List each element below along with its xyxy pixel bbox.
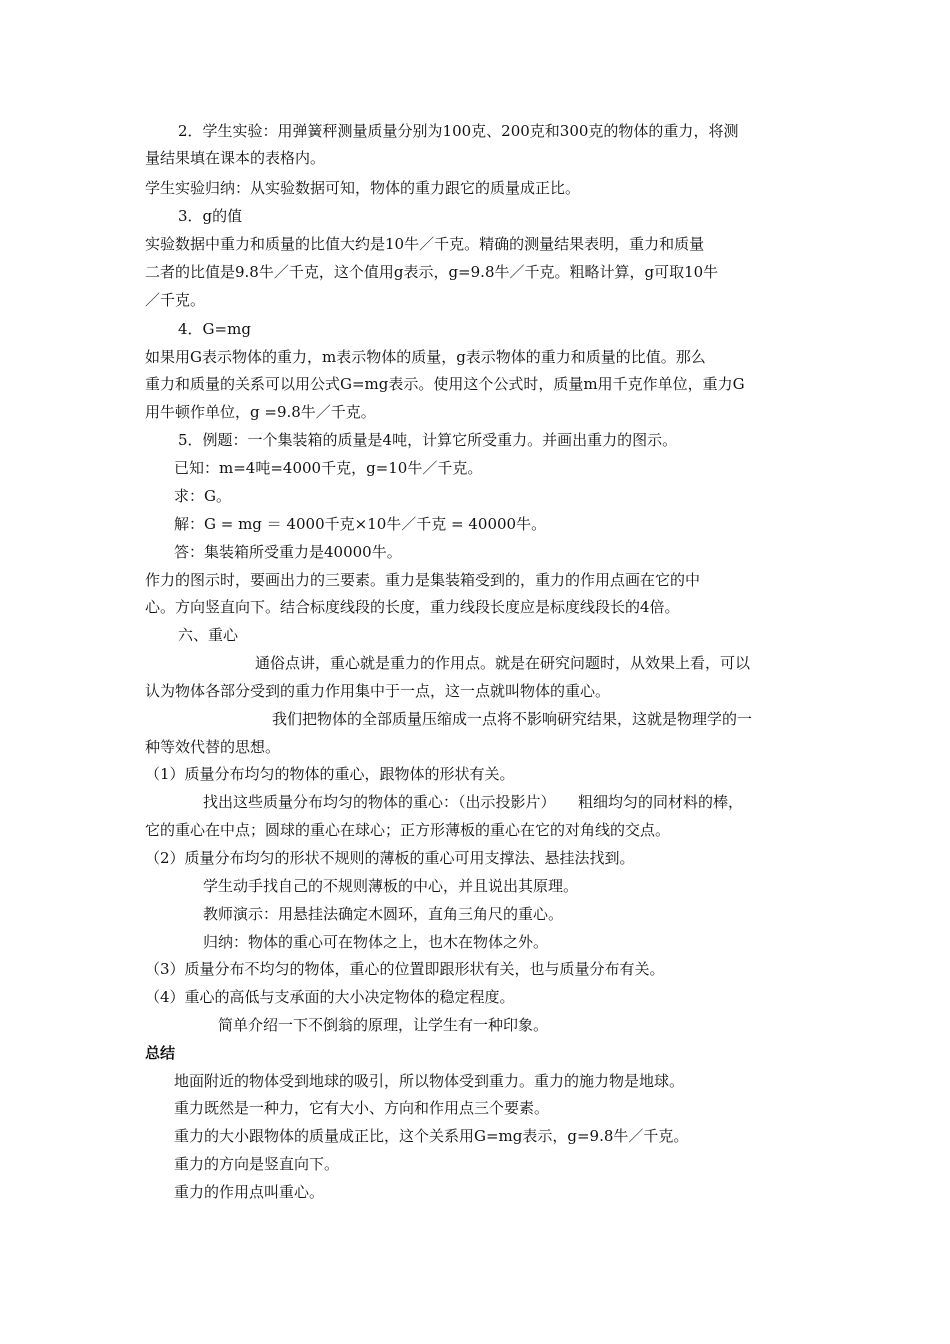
text-line: 重力和质量的关系可以用公式G=mg表示。使用这个公式时，质量m用千克作单位，重力G [145, 375, 745, 393]
text-line: 地面附近的物体受到地球的吸引，所以物体受到重力。重力的施力物是地球。 [174, 1072, 685, 1090]
text-line: 二者的比值是9.8牛／千克，这个值用g表示，g=9.8牛／千克。粗略计算，g可取10牛 [145, 263, 719, 281]
text-line: 学生实验归纳：从实验数据可知，物体的重力跟它的质量成正比。 [145, 179, 581, 197]
section-heading: 六、重心 [178, 626, 239, 644]
list-item: （2）质量分布均匀的形状不规则的薄板的重心可用支撑法、悬挂法找到。 [145, 849, 635, 867]
text-line: 我们把物体的全部质量压缩成一点将不影响研究结果，这就是物理学的一 [272, 710, 753, 728]
list-item: （3）质量分布不均匀的物体，重心的位置即跟形状有关，也与质量分布有关。 [145, 960, 665, 978]
list-item: （4）重心的高低与支承面的大小决定物体的稳定程度。 [145, 988, 515, 1006]
summary-heading: 总结 [145, 1044, 176, 1062]
text-line: 它的重心在中点；圆球的重心在球心；正方形薄板的重心在它的对角线的交点。 [145, 821, 671, 839]
text-line: 量结果填在课本的表格内。 [145, 149, 326, 167]
text-line: 求：G。 [174, 487, 231, 505]
section-heading: 5．例题：一个集装箱的质量是4吨，计算它所受重力。并画出重力的图示。 [178, 431, 678, 449]
text-line: 重力的大小跟物体的质量成正比，这个关系用G=mg表示，g=9.8牛／千克。 [174, 1127, 689, 1145]
text-line: 教师演示：用悬挂法确定木圆环，直角三角尺的重心。 [203, 905, 564, 923]
text-line: 通俗点讲，重心就是重力的作用点。就是在研究问题时，从效果上看，可以 [255, 654, 751, 672]
text-line: 用牛顿作单位，g =9.8牛／千克。 [145, 403, 376, 421]
list-item: （1）质量分布均匀的物体的重心，跟物体的形状有关。 [145, 765, 515, 783]
text-line: 重力的作用点叫重心。 [174, 1183, 325, 1201]
text-line: 已知：m=4吨=4000千克，g=10牛／千克。 [174, 459, 483, 477]
text-line: 2．学生实验：用弹簧秤测量质量分别为100克、200克和300克的物体的重力，将测 [178, 122, 739, 140]
text-line: ／千克。 [145, 291, 206, 309]
text-line: 答：集装箱所受重力是40000牛。 [174, 543, 402, 561]
text-line: 简单介绍一下不倒翁的原理，让学生有一种印象。 [218, 1016, 549, 1034]
text-line: 实验数据中重力和质量的比值大约是10牛／千克。精确的测量结果表明，重力和质量 [145, 235, 705, 253]
text-line: 学生动手找自己的不规则薄板的中心，并且说出其原理。 [203, 877, 579, 895]
text-line: 重力的方向是竖直向下。 [174, 1155, 340, 1173]
text-line: 认为物体各部分受到的重力作用集中于一点，这一点就叫物体的重心。 [145, 682, 611, 700]
text-line: 如果用G表示物体的重力，m表示物体的质量，g表示物体的重力和质量的比值。那么 [145, 348, 706, 366]
text-line: 种等效代替的思想。 [145, 738, 281, 756]
section-heading: 4．G=mg [178, 320, 251, 338]
text-line: 解：G = mg ＝ 4000千克×10牛／千克 = 40000牛。 [174, 515, 547, 533]
text-line: 作力的图示时，要画出力的三要素。重力是集装箱受到的，重力的作用点画在它的中 [145, 571, 701, 589]
text-line: 找出这些质量分布均匀的物体的重心：（出示投影片） 粗细均匀的同材料的棒， [203, 793, 744, 811]
text-line: 归纳：物体的重心可在物体之上，也木在物体之外。 [203, 933, 549, 951]
text-line: 重力既然是一种力，它有大小、方向和作用点三个要素。 [174, 1099, 550, 1117]
section-heading: 3．g的值 [178, 207, 243, 225]
text-line: 心。方向竖直向下。结合标度线段的长度，重力线段长度应是标度线段长的4倍。 [145, 598, 680, 616]
